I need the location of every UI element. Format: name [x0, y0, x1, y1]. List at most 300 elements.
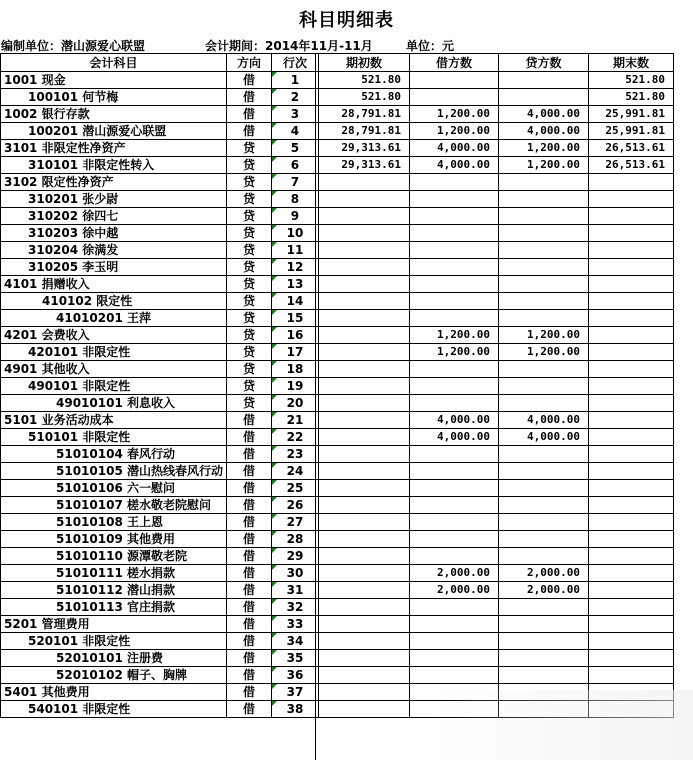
closing-balance-cell — [588, 548, 673, 565]
credit-cell: 1,200.00 — [498, 157, 588, 174]
account-name-cell: 51010108 王上恩 — [1, 514, 227, 531]
direction-cell: 贷 — [226, 378, 271, 395]
table-row — [1, 412, 674, 429]
direction-cell: 贷 — [226, 157, 271, 174]
line-no-cell: 24 — [271, 463, 318, 480]
line-no-cell: 18 — [271, 361, 318, 378]
line-no-cell: 19 — [271, 378, 318, 395]
debit-cell — [409, 599, 498, 616]
divider-line — [315, 53, 316, 760]
debit-cell — [409, 650, 498, 667]
account-name-cell: 4901 其他收入 — [1, 361, 227, 378]
closing-balance-cell: 26,513.61 — [588, 140, 673, 157]
table-row — [1, 514, 674, 531]
direction-cell: 借 — [226, 89, 271, 106]
table-row — [1, 548, 674, 565]
debit-cell — [409, 616, 498, 633]
debit-cell — [409, 89, 498, 106]
debit-cell — [409, 378, 498, 395]
credit-cell — [498, 89, 588, 106]
table-row — [1, 106, 674, 123]
credit-cell: 4,000.00 — [498, 123, 588, 140]
debit-cell — [409, 259, 498, 276]
debit-cell: 2,000.00 — [409, 565, 498, 582]
line-no-cell: 28 — [271, 531, 318, 548]
table-row — [1, 191, 674, 208]
account-name-cell: 100201 潜山源爱心联盟 — [1, 123, 227, 140]
credit-cell — [498, 650, 588, 667]
debit-cell — [409, 446, 498, 463]
debit-cell — [409, 242, 498, 259]
account-name-cell: 52010101 注册费 — [1, 650, 227, 667]
account-name-cell: 51010113 官庄捐款 — [1, 599, 227, 616]
opening-balance-cell — [318, 293, 409, 310]
table-row — [1, 446, 674, 463]
account-name-cell: 310204 徐满发 — [1, 242, 227, 259]
opening-balance-cell — [318, 531, 409, 548]
debit-cell: 1,200.00 — [409, 344, 498, 361]
account-name-cell: 490101 非限定性 — [1, 378, 227, 395]
direction-cell: 贷 — [226, 191, 271, 208]
opening-balance-cell: 28,791.81 — [318, 123, 409, 140]
debit-cell: 1,200.00 — [409, 123, 498, 140]
debit-cell — [409, 531, 498, 548]
direction-cell: 贷 — [226, 276, 271, 293]
table-row — [1, 276, 674, 293]
direction-cell: 借 — [226, 429, 271, 446]
debit-cell — [409, 361, 498, 378]
credit-cell — [498, 667, 588, 684]
table-row — [1, 344, 674, 361]
closing-balance-cell — [588, 310, 673, 327]
opening-balance-cell — [318, 616, 409, 633]
direction-cell: 借 — [226, 531, 271, 548]
line-no-cell: 8 — [271, 191, 318, 208]
closing-balance-cell — [588, 463, 673, 480]
account-name-cell: 310205 李玉明 — [1, 259, 227, 276]
opening-balance-cell — [318, 259, 409, 276]
opening-balance-cell — [318, 650, 409, 667]
table-row — [1, 480, 674, 497]
debit-cell — [409, 480, 498, 497]
table-row — [1, 497, 674, 514]
opening-balance-cell — [318, 242, 409, 259]
direction-cell: 借 — [226, 633, 271, 650]
table-row — [1, 208, 674, 225]
line-no-cell: 34 — [271, 633, 318, 650]
credit-cell: 4,000.00 — [498, 106, 588, 123]
account-name-cell: 49010101 利息收入 — [1, 395, 227, 412]
table-row — [1, 667, 674, 684]
line-no-cell: 5 — [271, 140, 318, 157]
account-name-cell: 3101 非限定性净资产 — [1, 140, 227, 157]
account-name-cell: 1001 现金 — [1, 72, 227, 89]
credit-cell — [498, 361, 588, 378]
opening-balance-cell — [318, 378, 409, 395]
line-no-cell: 12 — [271, 259, 318, 276]
direction-cell: 贷 — [226, 327, 271, 344]
debit-cell — [409, 514, 498, 531]
direction-cell: 借 — [226, 701, 271, 718]
direction-cell: 贷 — [226, 242, 271, 259]
table-row — [1, 463, 674, 480]
line-no-cell: 38 — [271, 701, 318, 718]
debit-cell: 2,000.00 — [409, 582, 498, 599]
opening-balance-cell: 29,313.61 — [318, 157, 409, 174]
account-name-cell: 540101 非限定性 — [1, 701, 227, 718]
line-no-cell: 3 — [271, 106, 318, 123]
closing-balance-cell — [588, 497, 673, 514]
account-name-cell: 1002 银行存款 — [1, 106, 227, 123]
line-no-cell: 26 — [271, 497, 318, 514]
line-no-cell: 25 — [271, 480, 318, 497]
account-detail-table — [0, 53, 674, 718]
debit-cell — [409, 276, 498, 293]
line-no-cell: 27 — [271, 514, 318, 531]
debit-cell — [409, 191, 498, 208]
closing-balance-cell — [588, 327, 673, 344]
direction-cell: 借 — [226, 565, 271, 582]
closing-balance-cell — [588, 650, 673, 667]
closing-balance-cell — [588, 480, 673, 497]
line-no-cell: 31 — [271, 582, 318, 599]
closing-balance-cell — [588, 633, 673, 650]
table-row — [1, 565, 674, 582]
closing-balance-cell — [588, 582, 673, 599]
table-row — [1, 174, 674, 191]
account-name-cell: 520101 非限定性 — [1, 633, 227, 650]
direction-cell: 贷 — [226, 361, 271, 378]
line-no-cell: 6 — [271, 157, 318, 174]
debit-cell: 1,200.00 — [409, 106, 498, 123]
header-opening-balance: 期初数 — [318, 54, 409, 72]
debit-cell — [409, 293, 498, 310]
opening-balance-cell — [318, 327, 409, 344]
credit-cell: 2,000.00 — [498, 582, 588, 599]
table-row — [1, 293, 674, 310]
credit-cell — [498, 259, 588, 276]
direction-cell: 贷 — [226, 344, 271, 361]
line-no-cell: 29 — [271, 548, 318, 565]
line-no-cell: 23 — [271, 446, 318, 463]
account-name-cell: 4101 捐赠收入 — [1, 276, 227, 293]
closing-balance-cell — [588, 242, 673, 259]
closing-balance-cell — [588, 395, 673, 412]
table-row — [1, 310, 674, 327]
header-closing-balance: 期末数 — [588, 54, 673, 72]
closing-balance-cell: 26,513.61 — [588, 157, 673, 174]
closing-balance-cell — [588, 225, 673, 242]
closing-balance-cell — [588, 361, 673, 378]
credit-cell — [498, 633, 588, 650]
opening-balance-cell — [318, 225, 409, 242]
currency-unit-label: 单位：元 — [406, 39, 455, 53]
closing-balance-cell: 25,991.81 — [588, 106, 673, 123]
closing-balance-cell — [588, 446, 673, 463]
credit-cell — [498, 293, 588, 310]
line-no-cell: 30 — [271, 565, 318, 582]
debit-cell: 4,000.00 — [409, 157, 498, 174]
opening-balance-cell — [318, 667, 409, 684]
opening-balance-cell — [318, 174, 409, 191]
closing-balance-cell — [588, 599, 673, 616]
credit-cell — [498, 446, 588, 463]
direction-cell: 借 — [226, 616, 271, 633]
direction-cell: 贷 — [226, 140, 271, 157]
table-row — [1, 242, 674, 259]
line-no-cell: 1 — [271, 72, 318, 89]
opening-balance-cell — [318, 701, 409, 718]
line-no-cell: 17 — [271, 344, 318, 361]
debit-cell — [409, 497, 498, 514]
opening-balance-cell — [318, 548, 409, 565]
opening-balance-cell: 521.80 — [318, 72, 409, 89]
account-name-cell: 310101 非限定性转入 — [1, 157, 227, 174]
line-no-cell: 22 — [271, 429, 318, 446]
closing-balance-cell — [588, 293, 673, 310]
opening-balance-cell — [318, 412, 409, 429]
line-no-cell: 13 — [271, 276, 318, 293]
closing-balance-cell — [588, 412, 673, 429]
header-debit: 借方数 — [409, 54, 498, 72]
opening-balance-cell — [318, 276, 409, 293]
direction-cell: 借 — [226, 582, 271, 599]
credit-cell — [498, 276, 588, 293]
debit-cell: 4,000.00 — [409, 412, 498, 429]
closing-balance-cell: 521.80 — [588, 72, 673, 89]
table-row — [1, 259, 674, 276]
credit-cell — [498, 616, 588, 633]
table-row — [1, 157, 674, 174]
opening-balance-cell — [318, 582, 409, 599]
direction-cell: 借 — [226, 123, 271, 140]
opening-balance-cell: 29,313.61 — [318, 140, 409, 157]
account-name-cell: 410102 限定性 — [1, 293, 227, 310]
line-no-cell: 9 — [271, 208, 318, 225]
direction-cell: 贷 — [226, 225, 271, 242]
debit-cell: 4,000.00 — [409, 140, 498, 157]
account-name-cell: 5101 业务活动成本 — [1, 412, 227, 429]
direction-cell: 借 — [226, 650, 271, 667]
account-name-cell: 41010201 王萍 — [1, 310, 227, 327]
direction-cell: 借 — [226, 463, 271, 480]
account-name-cell: 51010106 六一慰问 — [1, 480, 227, 497]
credit-cell: 4,000.00 — [498, 429, 588, 446]
opening-balance-cell — [318, 565, 409, 582]
debit-cell — [409, 225, 498, 242]
account-name-cell: 51010107 槎水敬老院慰问 — [1, 497, 227, 514]
table-row — [1, 616, 674, 633]
opening-balance-cell — [318, 208, 409, 225]
closing-balance-cell — [588, 514, 673, 531]
line-no-cell: 2 — [271, 89, 318, 106]
credit-cell — [498, 378, 588, 395]
line-no-cell: 7 — [271, 174, 318, 191]
credit-cell — [498, 395, 588, 412]
credit-cell — [498, 310, 588, 327]
line-no-cell: 10 — [271, 225, 318, 242]
org-unit-label: 编制单位：潜山源爱心联盟 — [1, 39, 146, 53]
table-header-row — [1, 54, 674, 72]
table-row — [1, 531, 674, 548]
closing-balance-cell — [588, 378, 673, 395]
line-no-cell: 11 — [271, 242, 318, 259]
opening-balance-cell — [318, 497, 409, 514]
account-name-cell: 4201 会费收入 — [1, 327, 227, 344]
opening-balance-cell — [318, 395, 409, 412]
credit-cell — [498, 174, 588, 191]
table-row — [1, 395, 674, 412]
table-row — [1, 140, 674, 157]
opening-balance-cell — [318, 429, 409, 446]
table-row — [1, 599, 674, 616]
account-name-cell: 420101 非限定性 — [1, 344, 227, 361]
debit-cell — [409, 72, 498, 89]
direction-cell: 贷 — [226, 208, 271, 225]
account-name-cell: 51010112 潜山捐款 — [1, 582, 227, 599]
account-name-cell: 51010104 春风行动 — [1, 446, 227, 463]
header-direction: 方向 — [226, 54, 271, 72]
table-row — [1, 361, 674, 378]
report-title: 科目明细表 — [299, 10, 394, 31]
direction-cell: 借 — [226, 514, 271, 531]
line-no-cell: 4 — [271, 123, 318, 140]
closing-balance-cell — [588, 276, 673, 293]
table-row — [1, 650, 674, 667]
table-row — [1, 429, 674, 446]
opening-balance-cell — [318, 514, 409, 531]
credit-cell — [498, 191, 588, 208]
closing-balance-cell — [588, 531, 673, 548]
table-body — [1, 72, 674, 718]
account-name-cell: 310202 徐四七 — [1, 208, 227, 225]
direction-cell: 贷 — [226, 395, 271, 412]
line-no-cell: 32 — [271, 599, 318, 616]
direction-cell: 借 — [226, 480, 271, 497]
opening-balance-cell: 521.80 — [318, 89, 409, 106]
debit-cell: 4,000.00 — [409, 429, 498, 446]
direction-cell: 借 — [226, 667, 271, 684]
debit-cell — [409, 208, 498, 225]
debit-cell — [409, 174, 498, 191]
credit-cell — [498, 208, 588, 225]
closing-balance-cell — [588, 429, 673, 446]
closing-balance-cell — [588, 208, 673, 225]
account-name-cell: 5401 其他费用 — [1, 684, 227, 701]
table-row — [1, 327, 674, 344]
closing-balance-cell — [588, 667, 673, 684]
closing-balance-cell: 521.80 — [588, 89, 673, 106]
line-no-cell: 21 — [271, 412, 318, 429]
credit-cell — [498, 463, 588, 480]
credit-cell — [498, 225, 588, 242]
accounting-period-label: 会计期间：2014年11月-11月 — [205, 39, 373, 53]
header-credit: 贷方数 — [498, 54, 588, 72]
line-no-cell: 15 — [271, 310, 318, 327]
closing-balance-cell — [588, 191, 673, 208]
opening-balance-cell: 28,791.81 — [318, 106, 409, 123]
table-row — [1, 378, 674, 395]
credit-cell: 2,000.00 — [498, 565, 588, 582]
opening-balance-cell — [318, 310, 409, 327]
table-row — [1, 582, 674, 599]
line-no-cell: 14 — [271, 293, 318, 310]
credit-cell — [498, 599, 588, 616]
direction-cell: 借 — [226, 548, 271, 565]
direction-cell: 借 — [226, 412, 271, 429]
header-line-no: 行次 — [271, 54, 318, 72]
debit-cell — [409, 548, 498, 565]
table-row — [1, 633, 674, 650]
table-row — [1, 123, 674, 140]
opening-balance-cell — [318, 463, 409, 480]
account-name-cell: 52010102 帽子、胸牌 — [1, 667, 227, 684]
closing-balance-cell: 25,991.81 — [588, 123, 673, 140]
table-row — [1, 72, 674, 89]
direction-cell: 借 — [226, 446, 271, 463]
account-name-cell: 51010105 潜山热线春风行动 — [1, 463, 227, 480]
line-no-cell: 37 — [271, 684, 318, 701]
account-name-cell: 310203 徐中越 — [1, 225, 227, 242]
credit-cell — [498, 72, 588, 89]
account-name-cell: 100101 何节梅 — [1, 89, 227, 106]
line-no-cell: 36 — [271, 667, 318, 684]
credit-cell: 1,200.00 — [498, 327, 588, 344]
debit-cell — [409, 633, 498, 650]
direction-cell: 借 — [226, 72, 271, 89]
account-name-cell: 51010110 源潭敬老院 — [1, 548, 227, 565]
credit-cell — [498, 548, 588, 565]
opening-balance-cell — [318, 446, 409, 463]
header-account: 会计科目 — [1, 54, 227, 72]
credit-cell — [498, 531, 588, 548]
credit-cell: 1,200.00 — [498, 344, 588, 361]
closing-balance-cell — [588, 344, 673, 361]
opening-balance-cell — [318, 344, 409, 361]
line-no-cell: 20 — [271, 395, 318, 412]
credit-cell: 1,200.00 — [498, 140, 588, 157]
table-row — [1, 225, 674, 242]
opening-balance-cell — [318, 684, 409, 701]
credit-cell — [498, 480, 588, 497]
credit-cell: 4,000.00 — [498, 412, 588, 429]
closing-balance-cell — [588, 616, 673, 633]
debit-cell — [409, 463, 498, 480]
closing-balance-cell — [588, 259, 673, 276]
debit-cell — [409, 667, 498, 684]
opening-balance-cell — [318, 599, 409, 616]
account-name-cell: 51010111 槎水捐款 — [1, 565, 227, 582]
account-name-cell: 3102 限定性净资产 — [1, 174, 227, 191]
direction-cell: 借 — [226, 106, 271, 123]
debit-cell — [409, 395, 498, 412]
line-no-cell: 35 — [271, 650, 318, 667]
direction-cell: 借 — [226, 497, 271, 514]
direction-cell: 贷 — [226, 259, 271, 276]
direction-cell: 贷 — [226, 293, 271, 310]
line-no-cell: 33 — [271, 616, 318, 633]
debit-cell: 1,200.00 — [409, 327, 498, 344]
direction-cell: 借 — [226, 599, 271, 616]
credit-cell — [498, 497, 588, 514]
table-row — [1, 89, 674, 106]
opening-balance-cell — [318, 633, 409, 650]
debit-cell — [409, 310, 498, 327]
credit-cell — [498, 242, 588, 259]
opening-balance-cell — [318, 191, 409, 208]
account-name-cell: 5201 管理费用 — [1, 616, 227, 633]
closing-balance-cell — [588, 565, 673, 582]
